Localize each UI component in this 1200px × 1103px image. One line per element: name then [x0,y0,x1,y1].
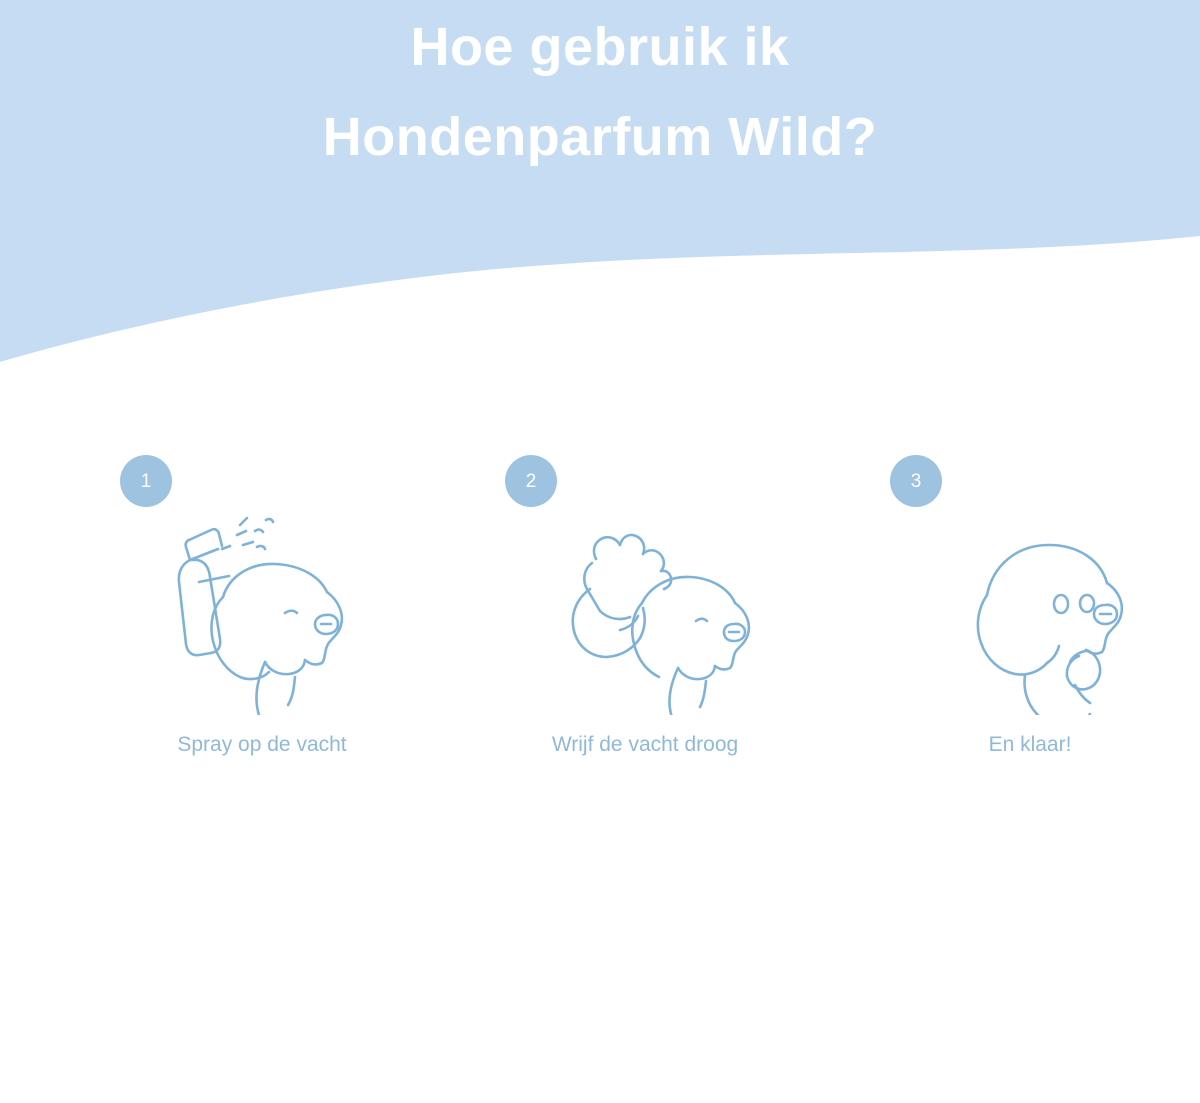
dog-head-with-spray-bottle-icon [145,485,375,715]
step-caption: Wrijf de vacht droog [551,733,739,756]
step-item [475,455,815,757]
page-title-line-1: Hoe gebruik ik [410,17,790,77]
header-curve-shape [0,0,1200,380]
step-number-badge: 2 [505,455,557,507]
happy-dog-head-icon [915,485,1145,715]
step-number-badge: 1 [120,455,172,507]
header-banner [0,0,1200,380]
page-title-line-2: Hondenparfum Wild? [322,107,878,167]
step-item [860,455,1200,757]
step-caption: En klaar! [988,733,1072,756]
steps-row [0,455,1200,757]
step-caption: Spray op de vacht [177,733,347,756]
step-item [90,455,430,757]
step-number-badge: 3 [890,455,942,507]
dog-head-with-hand-and-towel-icon [530,485,760,715]
